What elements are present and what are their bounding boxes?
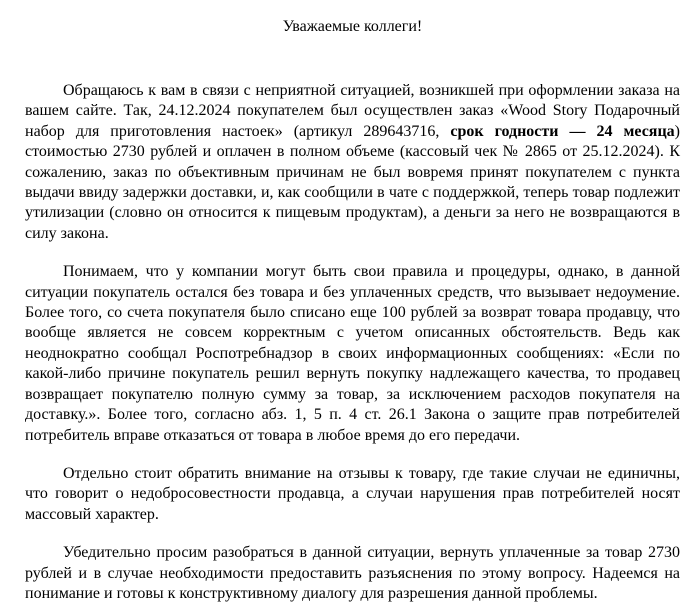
letter-greeting: Уважаемые коллеги!: [282, 18, 423, 35]
paragraph-order-text-start: Обращаюсь к вам в связи с неприятной ситуацией, возникшей при оформлении заказа на вашем сайте. Так, 24.12.2024 покупателем был осуществлен заказ «Wood Story Подарочный набор для приготовления настоек» (артикул 289643716,: [25, 82, 680, 140]
shelf-life-bold-text: срок годности — 24 месяца: [450, 122, 675, 140]
paragraph-reviews: Отдельно стоит обратить внимание на отзывы к товару, где такие случаи не единичны, что говорит о недобросовестности продавца, а случаи нарушения прав потребителей носят массовый характер.: [25, 464, 680, 523]
paragraph-order-details: [25, 81, 680, 244]
paragraph-company-rules: Понимаем, что у компании могут быть свои правила и процедуры, однако, в данной ситуации покупатель остался без товара и без уплаченных средств, что вызывает недоумение. Более того, со счета покупателя было списано еще 100 рублей за возврат товара продавцу, что вообще является не совсем корректным с учетом описанных обстоятельств. Ведь как неоднократно сообщал Роспотребнадзор в своих информационных сообщениях: «Если по какой-либо причине покупатель решил вернуть покупку надлежащего качества, то продавец возвращает покупателю полную сумму за товар, за исключением расходов покупателя на доставку.». Более того, согласно абз. 1, 5 п. 4 ст. 26.1 Закона о защите прав потребителей потребитель вправе отказаться от товара в любое время до его передачи.: [25, 263, 680, 444]
paragraph-order-text-end: ) стоимостью 2730 рублей и оплачен в полном объеме (кассовый чек № 2865 от 25.12.2024). К сожалению, заказ по объективным причинам не был вовремя принят покупателем с пункта выдачи ввиду задержки доставки, и, как сообщили в чате с поддержкой, теперь товар подлежит утилизации (словно он относится к пищевым продуктам), а деньги за него не возвращаются в силу закона.: [25, 122, 680, 242]
paragraph-request: Убедительно просим разобраться в данной ситуации, вернуть уплаченные за товар 2730 рублей и в случае необходимости предоставить разъяснения по этому вопросу. Надеемся на понимание и готовы к конструктивному диалогу для разрешения данной проблемы.: [25, 544, 680, 602]
